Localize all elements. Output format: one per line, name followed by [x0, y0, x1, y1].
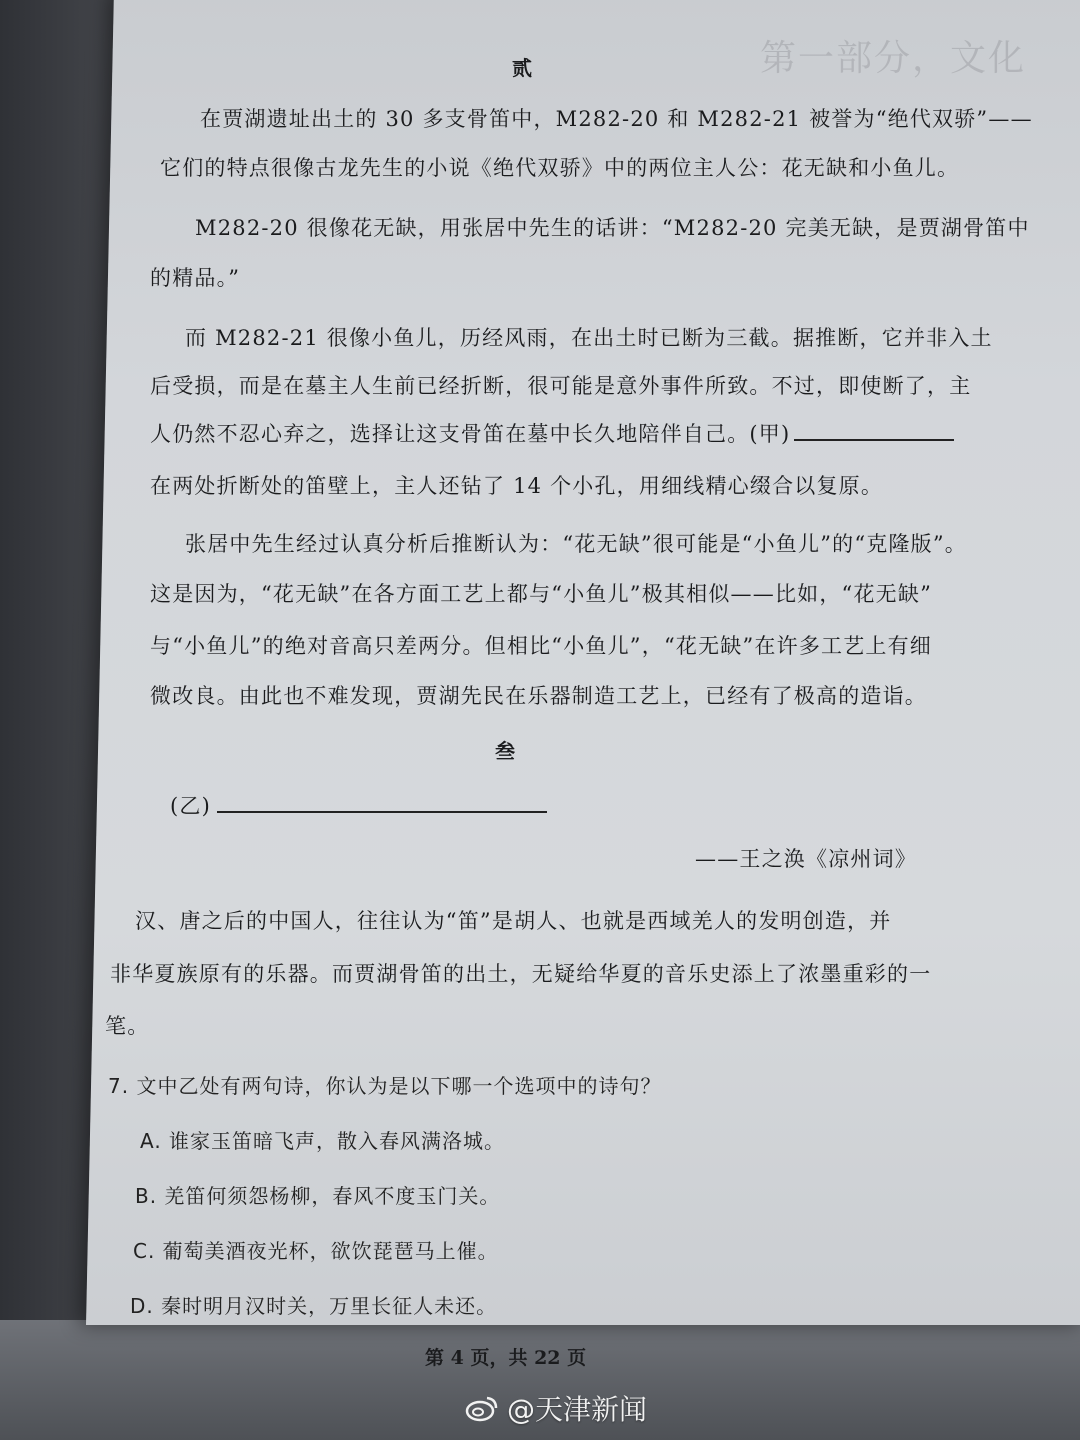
para3-line1: 而 M282-21 很像小鱼儿，历经风雨，在出土时已断为三截。据推断，它并非入土: [185, 326, 993, 350]
blank-yi-line: [170, 790, 547, 820]
para1-line1: 在贾湖遗址出土的 30 多支骨笛中，M282-20 和 M282-21 被誉为“绝代双骄”——: [200, 107, 1033, 131]
para5-line1: 汉、唐之后的中国人，往往认为“笛”是胡人、也就是西域羌人的发明创造，并: [135, 909, 892, 933]
para3-line4: 在两处折断处的笛壁上，主人还钻了 14 个小孔，用细线精心缀合以复原。: [150, 474, 884, 498]
para5-line3: 笔。: [105, 1014, 150, 1038]
para3-line3: [150, 418, 954, 448]
question-stem: 7. 文中乙处有两句诗，你认为是以下哪一个选项中的诗句？: [108, 1074, 662, 1098]
option-d: D. 秦时明月汉时关，万里长征人未还。: [130, 1294, 498, 1318]
section-heading-er: 贰: [512, 56, 532, 80]
option-b: B. 羌笛何须怨杨柳，春风不度玉门关。: [135, 1184, 501, 1208]
para3-line3-text: 人仍然不忍心弃之，选择让这支骨笛在墓中长久地陪伴自己。(甲): [150, 422, 791, 446]
watermark-text: @天津新闻: [507, 1393, 648, 1426]
para4-line2: 这是因为，“花无缺”在各方面工艺上都与“小鱼儿”极其相似——比如，“花无缺”: [150, 582, 933, 606]
para4-line3: 与“小鱼儿”的绝对音高只差两分。但相比“小鱼儿”，“花无缺”在许多工艺上有细: [150, 634, 933, 658]
blank-yi-label: (乙): [170, 794, 211, 818]
para4-line4: 微改良。由此也不难发现，贾湖先民在乐器制造工艺上，已经有了极高的造诣。: [150, 684, 927, 708]
para2-line2: 的精品。”: [150, 266, 241, 290]
para4-line1: 张居中先生经过认真分析后推断认为：“花无缺”很可能是“小鱼儿”的“克隆版”。: [185, 532, 968, 556]
ghost-header: 第一部分，文化: [760, 38, 1027, 79]
option-a: A. 谁家玉笛暗飞声，散入春风满洛城。: [140, 1129, 506, 1153]
page-number: 第 4 页，共 22 页: [425, 1347, 587, 1369]
para2-line1: M282-20 很像花无缺，用张居中先生的话讲：“M282-20 完美无缺，是贾湖骨笛中: [195, 216, 1030, 240]
option-c: C. 葡萄美酒夜光杯，欲饮琵琶马上催。: [133, 1239, 499, 1263]
para5-line2: 非华夏族原有的乐器。而贾湖骨笛的出土，无疑给华夏的音乐史添上了浓墨重彩的一: [110, 962, 932, 986]
para3-line2: 后受损，而是在墓主人生前已经折断，很可能是意外事件所致。不过，即使断了，主: [150, 374, 972, 398]
blank-jia: [794, 419, 954, 441]
poem-attribution: ——王之涣《凉州词》: [695, 847, 917, 871]
watermark: [465, 1388, 647, 1428]
weibo-icon: [465, 1394, 499, 1422]
para1-line2: 它们的特点很像古龙先生的小说《绝代双骄》中的两位主人公：花无缺和小鱼儿。: [160, 156, 960, 180]
section-heading-san: 叁: [495, 739, 515, 763]
blank-yi: [217, 791, 547, 813]
